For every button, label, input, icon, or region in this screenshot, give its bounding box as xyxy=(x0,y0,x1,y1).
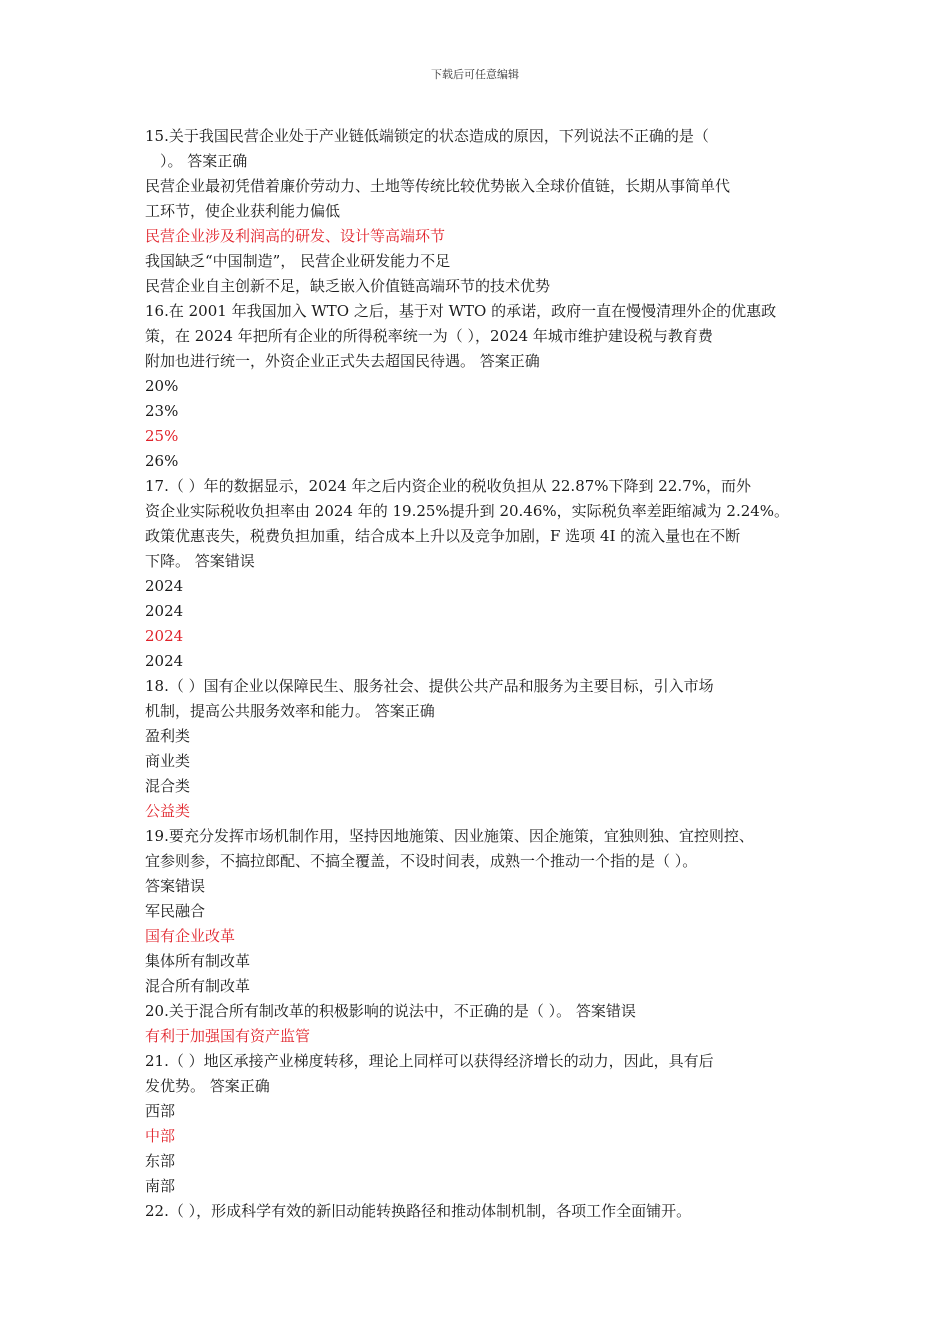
text-line: ）。 答案正确 xyxy=(160,152,248,170)
text-line: 2024 xyxy=(145,652,184,670)
text-line: 国有企业改革 xyxy=(145,927,236,945)
page-header: 下载后可任意编辑 xyxy=(431,68,519,81)
text-line: 民营企业自主创新不足，缺乏嵌入价值链高端环节的技术优势 xyxy=(145,277,551,295)
text-line: 商业类 xyxy=(145,752,191,770)
text-line: 盈利类 xyxy=(145,727,191,745)
text-line: 2024 xyxy=(145,602,184,620)
text-line: 混合类 xyxy=(145,777,191,795)
text-line: 17.（ ）年的数据显示，2024 年之后内资企业的税收负担从 22.87%下降到 22.7%，而外 xyxy=(145,477,751,495)
text-line: 15.关于我国民营企业处于产业链低端锁定的状态造成的原因，下列说法不正确的是（ xyxy=(145,127,709,145)
text-line: 东部 xyxy=(145,1152,176,1170)
text-line: 西部 xyxy=(145,1102,176,1120)
text-line: 答案错误 xyxy=(145,877,206,895)
document-body xyxy=(145,124,817,1224)
text-line: 工环节，使企业获利能力偏低 xyxy=(145,202,341,220)
text-line: 宜参则参，不搞拉郎配、不搞全覆盖，不设时间表，成熟一个推动一个指的是（ ）。 xyxy=(145,852,698,870)
text-line: 16.在 2001 年我国加入 WTO 之后，基于对 WTO 的承诺，政府一直在慢慢清理外企的优惠政 xyxy=(145,302,777,320)
text-line: 25% xyxy=(145,427,179,445)
text-line: 民营企业最初凭借着廉价劳动力、土地等传统比较优势嵌入全球价值链，长期从事简单代 xyxy=(145,177,731,195)
text-line: 机制，提高公共服务效率和能力。 答案正确 xyxy=(145,702,435,720)
text-line: 20% xyxy=(145,377,179,395)
text-line: 2024 xyxy=(145,627,184,645)
text-line: 21.（ ）地区承接产业梯度转移，理论上同样可以获得经济增长的动力，因此，具有后 xyxy=(145,1052,714,1070)
text-line: 公益类 xyxy=(145,802,191,820)
text-line: 附加也进行统一，外资企业正式失去超国民待遇。 答案正确 xyxy=(145,352,540,370)
text-line: 策，在 2024 年把所有企业的所得税率统一为（ ），2024 年城市维护建设税与教育费 xyxy=(145,327,713,345)
text-line: 有利于加强国有资产监管 xyxy=(145,1027,311,1045)
text-line: 中部 xyxy=(145,1127,176,1145)
text-line: 22.（ ），形成科学有效的新旧动能转换路径和推动体制机制，各项工作全面铺开。 xyxy=(145,1202,692,1220)
text-line: 混合所有制改革 xyxy=(145,977,251,995)
text-line: 19.要充分发挥市场机制作用，坚持因地施策、因业施策、因企施策，宜独则独、宜控则控、 xyxy=(145,827,754,845)
text-line: 18.（ ）国有企业以保障民生、服务社会、提供公共产品和服务为主要目标，引入市场 xyxy=(145,677,714,695)
text-line: 南部 xyxy=(145,1177,176,1195)
text-line: 政策优惠丧失，税费负担加重，结合成本上升以及竞争加剧，F 选项 4I 的流入量也在不断 xyxy=(145,527,741,545)
text-line: 军民融合 xyxy=(145,902,206,920)
text-line: 我国缺乏“中国制造”， 民营企业研发能力不足 xyxy=(145,252,451,270)
text-line: 23% xyxy=(145,402,179,420)
text-line: 资企业实际税收负担率由 2024 年的 19.25%提升到 20.46%，实际税负率差距缩减为 2.24%。 xyxy=(145,502,790,520)
text-line: 26% xyxy=(145,452,179,470)
text-line: 2024 xyxy=(145,577,184,595)
text-line: 下降。 答案错误 xyxy=(145,552,255,570)
text-line: 发优势。 答案正确 xyxy=(145,1077,270,1095)
text-line: 20.关于混合所有制改革的积极影响的说法中，不正确的是（ ）。 答案错误 xyxy=(145,1002,636,1020)
text-line: 民营企业涉及利润高的研发、设计等高端环节 xyxy=(145,227,446,245)
text-line: 集体所有制改革 xyxy=(145,952,251,970)
